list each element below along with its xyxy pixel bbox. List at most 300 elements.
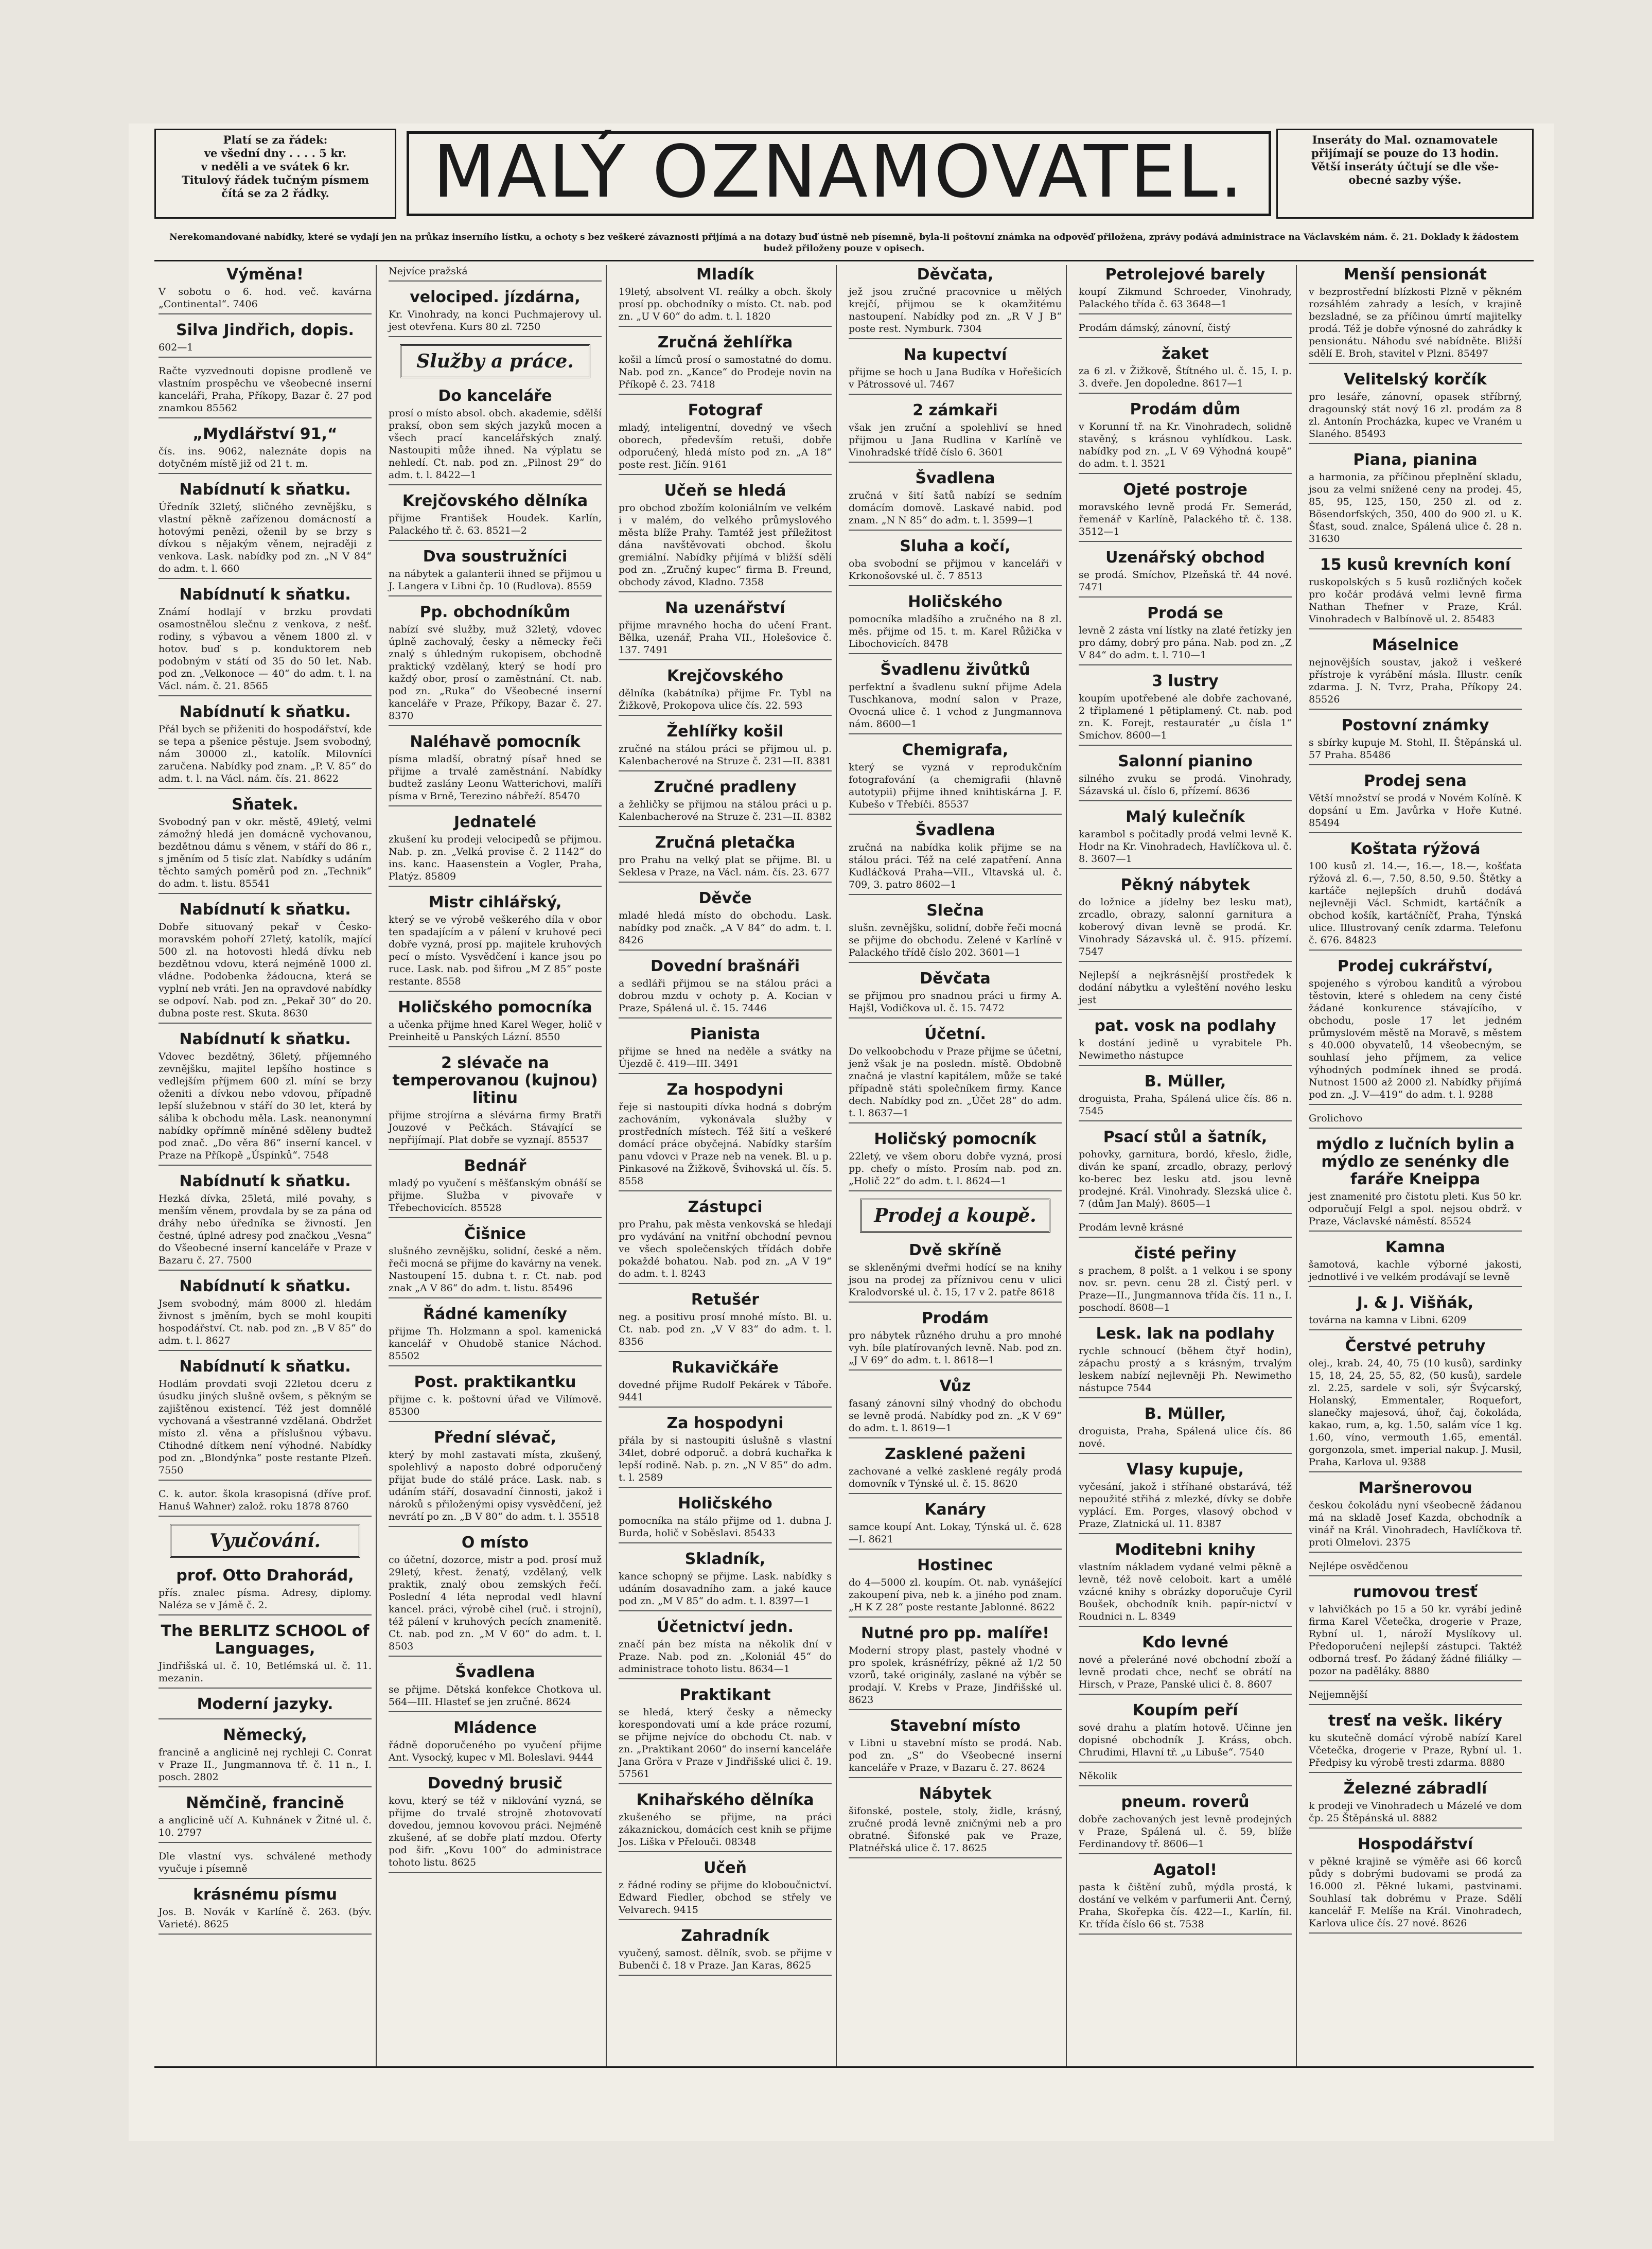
- ad-heading: Švadlena: [455, 1663, 535, 1681]
- classified-ad: [619, 1415, 832, 1488]
- ad-body: přijme strojírna a slévárna firmy Bratři Jouzové v Pečkách. Stávající se nepřijímají. Plat dobře se vyznají. 85537: [389, 1110, 602, 1146]
- classified-ad: [619, 1359, 832, 1408]
- classified-ad: [619, 1551, 832, 1611]
- ad-body: pohovky, garnitura, bordó, křeslo, židle, diván ke spaní, zrcadlo, obrazy, perlový ko-berec bez lesku atd. jsou levně prodejné. Král. Vinohrady. Slezská ulice č. 7 (dům Jan Malý). 8605—1: [1079, 1149, 1292, 1209]
- ad-body: slušn. zevnějšku, solidní, dobře řeči mocná se přijme do obchodu. Zelené v Karlíně v Palackého třídě číslo 202. 3601—1: [849, 922, 1062, 958]
- ad-body: pro nábytek různého druhu a pro mnohé vyh. bíle platírovaných levně. Nab. pod zn. „J V 69“ do adm. t. l. 8618—1: [849, 1330, 1062, 1366]
- deadline-line: Inseráty do Mal. oznamovatele: [1312, 133, 1498, 146]
- ad-body: řeje si nastoupiti dívka hodná s dobrým zachováním, vykonávala služby v prostředních místech. Též šití a veškeré domácí práce obyčejná. Nabídky starším panu vdovci v Praze neb na venek. Bl. u p. Pinkasové na Žižkově, Švihovská ul. čís. 5. 8558: [619, 1101, 832, 1187]
- classified-ad: [159, 1696, 372, 1719]
- ad-body: Několik: [1079, 1770, 1117, 1782]
- classified-ad: [619, 266, 832, 327]
- ad-body: nabízí své služby, muž 32letý, vdovec úplně zachovalý, česky a německy řeči znalý s úhledným rukopisem, obchodně praktický vzdělaný, který se hodí pro každý obor, prosí o zaměstnání. Ct. nab. pod zn. „Ruka“ do Všeobecné inserní kanceláře v Praze, Příkopy, Bazar č. 27. 8370: [389, 624, 602, 722]
- classified-ad: [1309, 556, 1522, 629]
- ad-heading: Pianista: [690, 1025, 761, 1043]
- ad-body: Svobodný pan v okr. městě, 49letý, velmi zámožný hledá jen domácně vychovanou, bezdětnou dámu s věnem, v stáří do 86 r., s jměním od 5 tisíc zlat. Nabídky s udáním těchto samých poměrů pod zn. „Technik“ do adm. t. listu. 85541: [159, 816, 372, 889]
- classified-ad: [619, 667, 832, 716]
- classified-ad: [1079, 673, 1292, 746]
- ad-body: se prodá. Smíchov, Plzeňská tř. 44 nové. 7471: [1079, 569, 1292, 593]
- classified-ad: [159, 266, 372, 314]
- ad-body: přála by si nastoupiti úslušně s vlastní 34let, dobré odporuč. a dobrá kuchařka k lepší rodině. Nab. p. zn. „N V 85“ do adm. t. l. 2589: [619, 1435, 832, 1483]
- classified-ad: [159, 426, 372, 474]
- ad-heading: čisté peřiny: [1134, 1244, 1237, 1262]
- classified-ad: [389, 493, 602, 541]
- classified-ad: [1309, 1239, 1522, 1287]
- ad-body: který by mohl zastavati místa, zkušený, spolehlivý a naposto dobré odporučený přijat bude do stálé práce. Lask. nab. s udáním stáří, dosavadní činnosti, jakož i nároků s přiloženými opisy vysvědčení, jež nevrátí po zn. „B V 80“ do adm. t. l. 35518: [389, 1449, 602, 1522]
- ad-body: dobře zachovaných jest levně prodejných v Praze, Spálená ul. č. 59, blíže Ferdinandovy tř. 8606—1: [1079, 1814, 1292, 1850]
- ad-body: 22letý, ve všem oboru dobře vyzná, prosí pp. chefy o místo. Prosím nab. pod zn. „Holič 22“ do adm. t. l. 8624—1: [849, 1151, 1062, 1187]
- classified-ad: [1309, 1584, 1522, 1681]
- ad-body: přijme se hned na neděle a svátky na Újezdě č. 419—III. 3491: [619, 1046, 832, 1069]
- ad-body: který se ve výrobě veškerého díla v obor ten spadajícím a v pálení v kruhové peci dobře vyzná, prosí pp. majitele kruhových pecí o místo. Vysvědčení i kance jsou po ruce. Lask. nab. pod šifrou „M Z 85“ poste restante. 8558: [389, 914, 602, 987]
- ad-body: v bezprostřední blízkosti Plzně v pěkném rozsáhlém zahrady a lesích, v krajině bezsladné, se za příčinou úmrtí majitelky prodá. Též je dobře výnosné do zahrádky k pensionátu. Náhodu své nabídněte. Bližší sdělí E. Broh, stavitel v Plzni. 85497: [1309, 286, 1522, 359]
- ad-body: pro Prahu na velký plat se přijme. Bl. u Seklesa v Praze, na Václ. nám. čís. 23. 677: [619, 854, 832, 878]
- classified-ad: [1079, 345, 1292, 394]
- ad-body: s sbírky kupuje M. Stohl, II. Štěpánská ul. 57 Praha. 85486: [1309, 737, 1522, 761]
- ad-heading: Učeň se hledá: [664, 482, 786, 500]
- classified-ad: [619, 482, 832, 592]
- ad-heading: pat. vosk na podlahy: [1094, 1017, 1276, 1035]
- ad-body: oba svobodní se přijmou v kanceláři v Krkonošovské ul. č. 7 8513: [849, 558, 1062, 582]
- ad-heading: Prodej sena: [1364, 772, 1467, 790]
- ad-body: přijme František Houdek. Karlín, Palackého tř. č. 63. 8521—2: [389, 513, 602, 536]
- ad-body: zručná na nabídka kolik přijme se na stálou práci. Též na celé zapatření. Anna Kudláčková Praha—VII., Vltavská ul. č. 709, 3. patro 8602—1: [849, 842, 1062, 890]
- classified-ad: [159, 1488, 372, 1517]
- ad-heading: Lesk. lak na podlahy: [1096, 1325, 1275, 1343]
- ad-body: rychle schnoucí (během čtyř hodin), zápachu prostý a s krásným, trvalým leskem nabízí nejlevněji Ph. Newimetho nástupce 7544: [1079, 1345, 1292, 1394]
- classified-ad: [849, 1785, 1062, 1858]
- ad-body: ku skutečně domácí výrobě nabízí Karel Včetečka, drogerie v Praze, Rybní ul. 1. Předpisy ku výrobě tresti zdarma. 8880: [1309, 1732, 1522, 1768]
- column-6: [1305, 265, 1526, 2066]
- pricing-line: Titulový řádek tučným písmem: [182, 173, 369, 186]
- ad-body: karambol s počitadly prodá velmi levně K. Hodr na Kr. Vinohradech, Havlíčkova ul. č. 8. 3607—1: [1079, 829, 1292, 865]
- ad-heading: Přední slévač,: [433, 1429, 557, 1447]
- ad-body: Nejlépe osvědčenou: [1309, 1560, 1409, 1572]
- ad-body: Dle vlastní vys. schválené methody vyučuje i písemně: [159, 1851, 372, 1874]
- ad-body: továrna na kamna v Libni. 6209: [1309, 1314, 1467, 1326]
- classified-ad: [1079, 401, 1292, 474]
- ad-heading: Nabídnutí k sňatku.: [179, 1172, 351, 1190]
- classified-ad: [1079, 1325, 1292, 1398]
- ad-heading: Nutné pro pp. malíře!: [861, 1624, 1049, 1642]
- classified-ad: [389, 894, 602, 992]
- ad-heading: Čišnice: [464, 1225, 526, 1243]
- classified-ad: [849, 902, 1062, 963]
- ad-heading: rumovou tresť: [1353, 1583, 1478, 1601]
- ad-heading: Švadlena: [915, 821, 995, 839]
- classified-ad: [849, 1378, 1062, 1438]
- ad-body: Úředník 32letý, sličného zevnějšku, s vlastní pěkně zařízenou domácností a hotovými penězi, oženil by se brzy s dívkou s nějakým věnem, nejraději z venkova. Lask. nabídky pod zn. „N V 84“ do adm. t. l. 660: [159, 501, 372, 574]
- section-heading: Prodej a koupě.: [860, 1199, 1050, 1233]
- ad-heading: Mladík: [696, 266, 754, 284]
- ad-body: Račte vyzvednouti dopisne prodleně ve vlastním prospěchu ve všeobecné inserní kanceláři, Praha, Příkopy, Bazar č. 27 pod znamkou 85562: [159, 365, 372, 414]
- ad-body: k dostání jedině u vyrabitele Ph. Newimetho nástupce: [1079, 1038, 1292, 1061]
- ad-body: přijme Th. Holzmann a spol. kamenická kancelář v Ohudobě stanice Náchod. 85502: [389, 1326, 602, 1362]
- ad-body: Větší množství se prodá v Novém Kolíně. K dopsání u Em. Javůrka v Hoře Kutné. 85494: [1309, 793, 1522, 829]
- classified-ad: [619, 1495, 832, 1543]
- ad-heading: Kanáry: [924, 1501, 986, 1519]
- ad-body: Jsem svobodný, mám 8000 zl. hledám živnost s jměním, bych se mohl koupiti hospodářství. Ct. nab. pod zn. „B V 85“ do adm. t. l. 8627: [159, 1298, 372, 1346]
- classified-ad: [619, 1199, 832, 1284]
- ad-body: Jos. B. Novák v Karlíně č. 263. (býv. Varieté). 8625: [159, 1906, 372, 1930]
- ad-body: ruskopolských s 5 kusů rozličných koček pro kočár prodává velmi levně firma Nathan Thefner v Praze, Král. Vinohradech v Balbínově ul. 2. 85483: [1309, 576, 1522, 625]
- ad-heading: 15 kusů krevních koní: [1320, 556, 1511, 574]
- ad-body: vyčesání, jakož i stříhané obstarává, též nepoužité střihá z mlezké, dívky se dobře vyplácí. Em. Porges, vlasový obchod v Praze, Zlatnická ul. 11. 8387: [1079, 1481, 1292, 1530]
- classified-ad: [619, 834, 832, 883]
- ad-body: spojeného s výrobou kanditů a výrobou těstovin, které s ohledem na ceny čisté žádané konkurence stávajícího, v obchodu, posle 17 let jedném průmyslovém městě na Moravě, s městem s 40.000 obyvatelů, 14 všeobecným, se souhlasí jeho příjmem, za velice výhodných podmínek ihned se prodá. Nutnost 1500 až 2000 zl. Nabídky přijímá pod zn. „J. V—419“ do adm. t. l. 9288: [1309, 978, 1522, 1100]
- ad-heading: Retušér: [691, 1291, 760, 1309]
- ad-heading: 3 lustry: [1152, 672, 1219, 690]
- classified-ad: [1309, 840, 1522, 951]
- classified-ad: [1079, 322, 1292, 338]
- ad-heading: Kamna: [1385, 1238, 1446, 1256]
- ad-heading: mýdlo z lučních bylin a mýdlo ze senénky dle faráře Kneippa: [1316, 1135, 1515, 1188]
- ad-heading: Mládence: [453, 1719, 537, 1737]
- classified-ad: [159, 481, 372, 579]
- ad-heading: Koupím peří: [1132, 1701, 1238, 1719]
- classified-ad: [389, 388, 602, 485]
- classified-ad: [389, 1306, 602, 1366]
- classified-ad: [849, 266, 1062, 339]
- classified-ad: [159, 796, 372, 894]
- classified-ad: [1079, 1794, 1292, 1854]
- ad-heading: Postovní známky: [1341, 716, 1489, 734]
- ad-heading: Prodej cukrářství,: [1337, 957, 1493, 975]
- ad-heading: Mistr cihlářský,: [428, 893, 562, 911]
- ad-body: s prachem, 8 polšt. a 1 velkou i se spony nov. sr. pevn. cenu 28 zl. Čistý perl. v Praze—II., Jungmannova třída čís. 11 n., I. poschodí. 8608—1: [1079, 1265, 1292, 1313]
- pricing-line: ve všední dny . . . . 5 kr.: [204, 147, 347, 160]
- classified-ad: [849, 470, 1062, 531]
- classified-ad: [159, 1886, 372, 1935]
- classified-ad: [389, 1429, 602, 1527]
- ad-heading: Krejčovského: [667, 667, 783, 685]
- ad-body: Nejlepší a nejkrásnější prostředek k dodání nábytku a vyleštění nového lesku jest: [1079, 970, 1292, 1006]
- ad-heading: Stavební místo: [889, 1717, 1021, 1735]
- classified-ad: [1309, 1136, 1522, 1232]
- ad-heading: Zasklené paženi: [885, 1445, 1026, 1463]
- ad-body: značí pán bez místa na několik dní v Praze. Nab. pod zn. „Koloniál 45“ do administrace tohoto listu. 8634—1: [619, 1639, 832, 1675]
- classified-ad: [1079, 1129, 1292, 1214]
- ad-body: Do velkoobchodu v Praze přijme se účetní, jenž však je na posledn. místě. Obdobně značná je vlastní kapitálem, může se také případně státi společníkem firmy. Kance dech. Nabídky pod zn. „Účet 28“ do adm. t. l. 8637—1: [849, 1046, 1062, 1119]
- classified-ad: [849, 1131, 1062, 1191]
- ad-heading: Prodá se: [1147, 604, 1223, 622]
- classified-ad: [849, 593, 1062, 654]
- ad-body: do ložnice a jídelny bez lesku mat), zrcadlo, obrazy, salonní garnitura a koberový divan levně se prodá. Kr. Vinohrady Sázavská ul. č. 915. přízemí. 7547: [1079, 897, 1292, 957]
- classified-ad: [1079, 753, 1292, 801]
- ad-body: sové drahu a platím hotově. Učinne jen dopisné obchodník J. Kráss, obch. Chrudimi, Hlavní tř. „u Libuše“. 7540: [1079, 1722, 1292, 1758]
- ad-heading: Hospodářství: [1357, 1835, 1473, 1853]
- ad-heading: Německý,: [223, 1726, 307, 1744]
- ad-heading: Post. praktikantku: [414, 1373, 576, 1391]
- ad-heading: Krejčovského dělníka: [402, 492, 588, 510]
- ad-body: a anglicině učí A. Kuhnánek v Žitné ul. č. 10. 2797: [159, 1815, 372, 1838]
- ad-body: Nejvíce pražská: [389, 266, 468, 277]
- ad-heading: Děvče: [698, 889, 752, 907]
- classified-ad: [1309, 451, 1522, 549]
- ad-heading: Nábytek: [919, 1785, 992, 1803]
- classified-ad: [389, 289, 602, 337]
- classified-ad: [1309, 1112, 1522, 1129]
- ad-heading: Silva Jindřich, dopis.: [176, 321, 354, 339]
- ad-body: kance schopný se přijme. Lask. nabídky s udáním dosavadního zam. a jaké kauce pod zn. „M V 85“ do adm. t. l. 8397—1: [619, 1571, 832, 1607]
- ad-heading: The BERLITZ SCHOOL of Languages,: [161, 1622, 370, 1658]
- administration-notice: Nerekomandované nabídky, které se vydají jen na průkaz inserního lístku, a ochoty s bez veškeré závaznosti přijímá a na dotazy buď ústně neb písemně, byla-li poštovní známka na odpověď přiložena, zprávy podává administrace na Václavském nám. č. 21. Doklady k žádostem budež přiloženy pouze v opisech.: [169, 232, 1519, 254]
- ad-body: a žehličky se přijmou na stálou práci u p. Kalenbacherové na Struze č. 231—II. 8382: [619, 799, 832, 822]
- classified-ad: [1079, 1702, 1292, 1763]
- classified-ad: [1309, 1780, 1522, 1829]
- ad-heading: Děvčata,: [917, 266, 994, 284]
- ad-body: droguista, Praha, Spálená ulice čís. 86 nové.: [1079, 1426, 1292, 1449]
- classified-ad: [619, 1859, 832, 1920]
- ad-body: Prodám dámský, zánovní, čistý: [1079, 322, 1231, 333]
- classified-ad: [619, 600, 832, 660]
- ad-heading: Salonní pianino: [1118, 752, 1253, 770]
- ad-heading: Moderní jazyky.: [197, 1695, 333, 1713]
- ad-body: se přijme. Dětská konfekce Chotkova ul. 564—III. Hlasteť se jen zručné. 8624: [389, 1684, 602, 1708]
- classified-ad: [389, 265, 602, 282]
- ad-heading: Slečna: [926, 902, 984, 920]
- classified-ad: [1079, 481, 1292, 542]
- ad-body: a učenka přijme hned Karel Weger, holič v Preinheitě u Panských Lázní. 8550: [389, 1019, 602, 1043]
- ad-heading: Piana, pianina: [1353, 451, 1478, 469]
- ad-heading: Velitelský korčík: [1344, 371, 1487, 389]
- ad-body: 19letý, absolvent VI. reálky a obch. školy prosí pp. obchodníky o místo. Ct. nab. pod zn. „U V 60“ do adm. t. l. 1820: [619, 286, 832, 322]
- classified-ad: [619, 958, 832, 1018]
- ad-heading: Za hospodyni: [666, 1414, 784, 1432]
- ad-body: silného zvuku se prodá. Vinohrady, Sázavská ul. číslo 6, přízemí. 8636: [1079, 773, 1292, 797]
- ad-body: z řádné rodiny se přijme do kloboučnictví. Edward Fiedler, obchod se střely ve Velvarech. 9415: [619, 1879, 832, 1916]
- ad-heading: Nabídnutí k sňatku.: [179, 1277, 351, 1295]
- ad-heading: Sňatek.: [232, 796, 298, 814]
- column-5: [1075, 265, 1297, 2066]
- ad-body: perfektní a švadlenu sukní přijme Adela Tuschkanova, modní salon v Praze, Ovocná ulice č. 1 vchod z Jungmannova nám. 8600—1: [849, 681, 1062, 730]
- classified-ad: [619, 1026, 832, 1074]
- classified-ad: [1079, 605, 1292, 665]
- ad-body: Hodlám provdati svoji 22letou dceru z úsudku jiných slušně ovšem, s pěkným se zajištěnou existencí. Též jest domnělé vychovaná a všestranné vzdělaná. Obdržet místo zl. věna a příslušnou výbavu. Ctihodné dítkem není výhodné. Nabídky pod zn. „Blondýnka“ poste restante Plzeň. 7550: [159, 1378, 372, 1476]
- ad-body: mladé hledá místo do obchodu. Lask. nabídky pod značk. „A V 84“ do adm. t. l. 8426: [619, 910, 832, 946]
- ad-body: Moderní stropy plast, pastely vhodné v pro spolek, krásnéfrízy, pěkné až 1/2 50 vzorů, také originály, zaslané na výběr se prodají. V. Krebs v Praze, Jindřišské ul. 8623: [849, 1645, 1062, 1706]
- ad-body: dovedné přijme Rudolf Pekárek v Táboře. 9441: [619, 1379, 832, 1403]
- classified-ad: [1309, 717, 1522, 765]
- classified-ad: [1309, 772, 1522, 833]
- ad-body: přijme mravného hocha do učení Frant. Bělka, uzenář, Praha VII., Holešovice č. 137. 7491: [619, 620, 832, 656]
- ad-body: šifonské, postele, stoly, židle, krásný, zručné prodá levně zničnými neb a pro obratné. Šifonské pak ve Praze, Platnéřská ulice č. 17. 8625: [849, 1805, 1062, 1854]
- ad-body: Dobře situovaný pekař v Česko-moravském pohoří 27letý, katolík, mající 500 zl. na hotovosti hledá dívku neb bezdětnou vdovu, která nejméně 1000 zl. vládne. Podobenka žádoucna, která se vyplní neb vráti. Jen na opravdové nabídky se odpoví. Nab. pod zn. „Pekař 30“ do 20. dubna poste rest. Skuta. 8630: [159, 921, 372, 1019]
- ad-body: nejnovějších soustav, jakož i veškeré přístroje k vyrábění másla. Illustr. ceník zdarma. J. N. Tvrz, Praha, Příkopy 24. 85526: [1309, 657, 1522, 705]
- ad-body: olej., krab. 24, 40, 75 (10 kusů), sardinky 15, 18, 24, 25, 55, 82, (50 kusů), sardele zl. 2.25, sardele v soli, sýr Švýcarský, Holanský, Emmentaler, Roquefort, slanečky majesová, úhoř, čaj, čokoláda, kakao, rum, a, kg. 1.50, salám více 1 kg. 1.60, víno, vermouth 1.65, ementál. gorgonzola, smet. imperial nakup. J. Musil, Praha, Karlova ul. 9388: [1309, 1358, 1522, 1468]
- ad-body: šamotová, kachle výborné jakosti, jednotlivé i ve velkém prodávají se levně: [1309, 1259, 1522, 1282]
- ad-body: vlastním nákladem vydané velmi pěkně a levně, též nově celoboit. kart a umělé vzácné knihy s obrázky doporučuje Cyril Boušek, obchodník knih. papír-nictví v Roudnici n. L. 8349: [1079, 1561, 1292, 1622]
- ad-body: Kr. Vinohrady, na konci Puchmajerovy ul. jest otevřena. Kurs 80 zl. 7250: [389, 309, 602, 332]
- ad-heading: Děvčata: [920, 970, 991, 988]
- ad-heading: Dva soustružníci: [423, 548, 568, 566]
- classified-ad: [1079, 1461, 1292, 1534]
- ad-body: dělníka (kabátníka) přijme Fr. Tybl na Žižkově, Prokopova ulice čís. 22. 593: [619, 688, 832, 711]
- ad-heading: Nabídnutí k sňatku.: [179, 901, 351, 919]
- classified-ad: [849, 661, 1062, 734]
- ad-heading: Sluha a kočí,: [900, 537, 1011, 555]
- classified-ad: [1309, 1338, 1522, 1472]
- ad-heading: Ojeté postroje: [1123, 481, 1247, 499]
- classified-ad: [849, 1501, 1062, 1550]
- ad-heading: 2 zámkaři: [912, 401, 998, 419]
- ad-body: mladý, inteligentní, dovedný ve všech oborech, především retuši, dobře odporučený, hledá místo pod zn. „A 18“ poste rest. Jičín. 9161: [619, 422, 832, 470]
- ad-body: v pěkné krajině se výměře asi 66 korců půdy s dobrými budovami se prodá za 16.000 zl. Pěkné lukami, pastvinami. Souhlasí tak dobrému v Praze. Sdělí kancelář F. Melíše na Král. Vinohradech, Karlova ulice čís. 27 nové. 8626: [1309, 1856, 1522, 1929]
- classified-ad: [1079, 969, 1292, 1010]
- classified-ad: [159, 901, 372, 1024]
- classified-ad: [389, 1374, 602, 1422]
- ad-heading: Za hospodyni: [666, 1081, 784, 1099]
- ad-heading: Hostinec: [917, 1556, 993, 1574]
- ad-heading: Švadlenu živůtků: [880, 661, 1030, 679]
- classified-ad: [1079, 1221, 1292, 1238]
- classified-ad: [389, 733, 602, 806]
- classified-ad: [389, 604, 602, 726]
- classified-ad: [849, 402, 1062, 463]
- ad-body: samce koupí Ant. Lokay, Týnská ul. č. 628—I. 8621: [849, 1521, 1062, 1545]
- ad-heading: Rukavičkáře: [672, 1359, 779, 1377]
- column-3: [614, 265, 837, 2066]
- classified-ad: [159, 1031, 372, 1166]
- classified-ad: [159, 322, 372, 358]
- classified-ad: [849, 1625, 1062, 1710]
- ad-heading: Nabídnutí k sňatku.: [179, 586, 351, 604]
- ad-body: Nejjemnější: [1309, 1689, 1368, 1700]
- ad-body: pasta k čištění zubů, mýdla prostá, k dostání ve velkém v parfumerii Ant. Černý, Praha, Skořepka čís. 422—I., Karlín, fil. Kr. třída číslo 66 st. 7538: [1079, 1882, 1292, 1930]
- classified-ad: [1309, 1689, 1522, 1705]
- ad-heading: žaket: [1162, 345, 1209, 363]
- classified-ad: [159, 586, 372, 696]
- ad-heading: Do kanceláře: [438, 387, 552, 405]
- ad-heading: Praktikant: [679, 1686, 771, 1704]
- classified-ad: [849, 1242, 1062, 1303]
- classified-ad: [1309, 1294, 1522, 1330]
- classified-ad: [389, 1775, 602, 1873]
- classified-ad: [1309, 1480, 1522, 1553]
- ad-heading: prof. Otto Drahorád,: [176, 1567, 354, 1585]
- ad-heading: Čerstvé petruhy: [1345, 1337, 1486, 1355]
- classified-ad: [1309, 266, 1522, 364]
- ad-body: přijme se hoch u Jana Budíka v Hořešicích v Pátrossové ul. 7467: [849, 366, 1062, 390]
- ad-heading: Učeň: [704, 1859, 747, 1877]
- ad-heading: Nabídnutí k sňatku.: [179, 1030, 351, 1048]
- ad-heading: Chemigrafa,: [902, 741, 1009, 759]
- classified-ad: [1079, 266, 1292, 314]
- ad-body: droguista, Praha, Spálená ulice čís. 86 n. 7545: [1079, 1093, 1292, 1117]
- classified-ad: [389, 548, 602, 596]
- ad-body: koupím upotřebené ale dobře zachované, 2 třiplamené 1 pětiplamený. Ct. nab. pod zn. K. Forejt, restauratér „u čísla 1“ Smíchov. 8600—1: [1079, 693, 1292, 741]
- classified-ad: [1309, 371, 1522, 444]
- classified-ad: [389, 1719, 602, 1768]
- header-divider: [154, 260, 1534, 261]
- classified-ad: [1079, 1405, 1292, 1454]
- classified-ad: [1309, 958, 1522, 1105]
- ad-heading: Zástupci: [688, 1198, 763, 1216]
- classified-ad: [849, 1717, 1062, 1778]
- ad-body: zručná v šití šatů nabízí se sedním domácím domově. Laskavé nabid. pod znam. „N N 85“ do adm. t. l. 3599—1: [849, 490, 1062, 526]
- ad-heading: Petrolejové barely: [1105, 266, 1266, 284]
- classified-columns: [154, 265, 1534, 2066]
- ad-heading: Nabídnutí k sňatku.: [179, 703, 351, 721]
- deadline-box: [1276, 129, 1534, 219]
- ad-heading: Skladník,: [684, 1550, 766, 1568]
- ad-heading: Švadlena: [915, 469, 995, 487]
- ad-heading: Maršnerovou: [1358, 1479, 1472, 1497]
- ad-body: se přijmou pro snadnou práci u firmy A. Hajšl, Vodičkova ul. č. 15. 7472: [849, 990, 1062, 1014]
- ad-heading: Zručné pradleny: [654, 778, 797, 796]
- ad-body: francině a anglicině nej rychleji C. Conrat v Praze II., Jungmannova tř. č. 11 n., I. posch. 2802: [159, 1747, 372, 1783]
- ad-body: českou čokoládu nyní všeobecně žádanou má na skladě Josef Kazda, obchodník a vinář na Král. Vinohradech, Havlíčkova tř. proti Olmelovi. 2375: [1309, 1500, 1522, 1548]
- classified-ad: [389, 1157, 602, 1218]
- classified-ad: [619, 1081, 832, 1191]
- classified-ad: [159, 704, 372, 789]
- ad-body: jež jsou zručné pracovnice u mělých krejčí, přijmou se k okamžitému nastoupení. Nabídky pod zn. „R V J B“ poste rest. Nymburk. 7304: [849, 286, 1062, 335]
- ad-heading: Knihařského dělníka: [636, 1791, 814, 1809]
- ad-body: se hledá, který česky a německy korespondovati umí a kde práce rozumí, se přijme nejvíce do obchodu Ct. nab. v zn. „Praktikant 2060“ do inserní kanceláře Jana Gröra v Praze v Jindřišské ulici č. 19. 57561: [619, 1707, 832, 1780]
- classified-ad: [1079, 1634, 1292, 1695]
- ad-heading: B. Müller,: [1144, 1405, 1226, 1423]
- ad-body: na nábytek a galanterii ihned se přijmou u J. Langera v Libni čp. 10 (Rudlova). 8559: [389, 568, 602, 592]
- classified-ad: [849, 538, 1062, 586]
- page-title: MALÝ OZNAMOVATEL.: [407, 131, 1271, 216]
- classified-ad: [389, 814, 602, 887]
- classified-ad: [159, 1850, 372, 1879]
- ad-body: přijme c. k. poštovní úřad ve Vilímově. 85300: [389, 1394, 602, 1417]
- section-heading: Vyučování.: [170, 1524, 360, 1558]
- ad-body: zachované a velké zasklené regály prodá domovník v Týnské ul. č. 15. 8620: [849, 1466, 1062, 1489]
- ad-heading: Němčině, francině: [186, 1794, 344, 1812]
- ad-body: vyučený, samost. dělník, svob. se přijme v Bubenči č. 18 v Praze. Jan Karas, 8625: [619, 1947, 832, 1971]
- ad-heading: Železné zábradlí: [1343, 1780, 1487, 1798]
- ad-heading: Zahradník: [681, 1927, 769, 1945]
- ad-heading: Na kupectví: [903, 346, 1007, 364]
- ad-body: slušného zevnějšku, solidní, české a něm. řeči mocná se přijme do kavárny na venek. Nastoupení 15. dubna t. r. Ct. nab. pod znak „A V 86“ do adm. t. listu. 85496: [389, 1245, 602, 1294]
- classified-ad: [619, 334, 832, 395]
- classified-ad: [1079, 809, 1292, 869]
- classified-ad: [849, 346, 1062, 395]
- ad-heading: Účetnictví jedn.: [657, 1618, 794, 1636]
- ad-body: však jen zruční a spolehliví se hned přijmou u Jana Rudlina v Karlíně ve Vinohradské třídě číslo 6. 3601: [849, 422, 1062, 458]
- ad-body: neg. a positivu prosí mnohé místo. Bl. u. Ct. nab. pod zn. „V V 83“ do adm. t. l. 8356: [619, 1311, 832, 1347]
- ad-heading: Máselnice: [1372, 636, 1459, 654]
- classified-ad: [159, 1173, 372, 1271]
- ad-heading: Zručná pletačka: [655, 834, 796, 852]
- classified-ad: [1079, 1770, 1292, 1786]
- ad-body: nové a přeleráné nové obchodní zboží a levně prodati chce, nechť se obrátí na Hirsch, v Praze, Panské ulici č. 8. 8607: [1079, 1654, 1292, 1690]
- masthead: [154, 129, 1534, 229]
- deadline-line: obecné sazby výše.: [1348, 173, 1462, 186]
- ad-heading: Pp. obchodníkům: [419, 603, 571, 621]
- ad-heading: Fotograf: [688, 401, 763, 419]
- section-heading: Služby a práce.: [400, 344, 590, 378]
- ad-heading: Agatol!: [1153, 1861, 1217, 1879]
- ad-body: pro lesáře, zánovní, opasek stříbrný, dragounský stát nový 16 zl. prodám za 8 zl. Antonín Procházka, kupec ve Vraném u Slaného. 85493: [1309, 391, 1522, 440]
- ad-body: přís. znalec písma. Adresy, diplomy. Naléza se v Jámě č. 2.: [159, 1587, 372, 1611]
- ad-body: v lahvičkách po 15 a 50 kr. vyrábí jedině firma Karel Včetečka, drogerie v Praze, Rybní ul. 1, nároží Myslíkovy ul. Předoporučení nejlepší zástupci. Taktéž odborná tresť. Po žádaný žádné filiálky — pozor na paděláky. 8880: [1309, 1604, 1522, 1677]
- classified-ad: [159, 1567, 372, 1615]
- classified-ad: [389, 1534, 602, 1657]
- classified-ad: [1309, 1712, 1522, 1773]
- ad-body: pro obchod zbožím koloniálním ve velkém i v malém, do velkého průmyslového města blíže Prahy. Tamtéž jest příležitost dána navštěvovati obchod. školu gremiální. Nabídky přijímá v bližší sdělí pod zn. „Zručný kupec“ firma B. Freund, obchody závod, Kladno. 7358: [619, 502, 832, 588]
- ad-heading: Holičského: [678, 1495, 772, 1513]
- classified-ad: [1079, 549, 1292, 598]
- ad-heading: Holičského pomocníka: [398, 998, 592, 1016]
- classified-ad: [1309, 1560, 1522, 1576]
- pricing-box: [154, 129, 396, 219]
- ad-heading: J. & J. Višňák,: [1357, 1294, 1474, 1312]
- footer-divider: [154, 2066, 1534, 2068]
- column-4: [845, 265, 1067, 2066]
